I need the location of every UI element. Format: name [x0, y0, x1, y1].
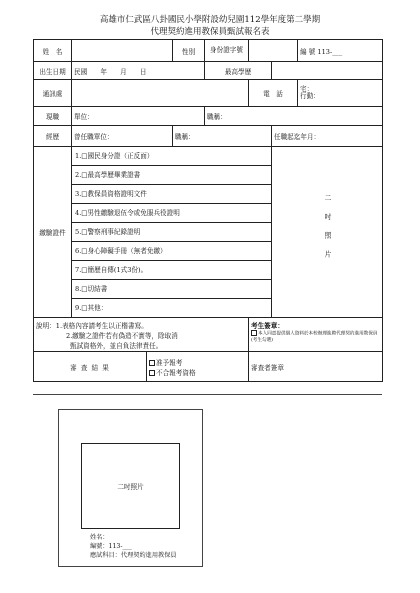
birth-label: 出生日期	[34, 62, 72, 80]
address-label: 通訊處	[34, 80, 72, 107]
id-label: 身份證字號	[205, 40, 249, 62]
document-item[interactable]: 4.□男性繳驗退伍令或免服兵役證明	[72, 204, 271, 223]
card-name: 姓名：	[90, 534, 109, 541]
note-line-3: 甄試資格外，並自負法律責任。	[70, 342, 163, 350]
checkbox-icon[interactable]	[149, 370, 155, 376]
experience-label: 經歷	[34, 126, 72, 147]
address-field[interactable]	[72, 80, 249, 107]
document-item[interactable]: 8.□切結書	[72, 280, 271, 299]
document-item[interactable]: 6.□身心障礙手冊（無者免繳）	[72, 242, 271, 261]
document-item[interactable]: 7.□簡歷自傳(1式3份)。	[72, 261, 271, 280]
serial-cell	[298, 40, 383, 62]
phone-mobile: 行動：	[300, 92, 320, 100]
gender-label: 性別	[173, 40, 205, 62]
card-info	[90, 533, 177, 560]
current-job-label: 現職	[34, 107, 72, 126]
checkbox-icon[interactable]	[149, 360, 155, 366]
id-field[interactable]	[249, 40, 298, 62]
document-item[interactable]: 5.□警察刑事紀錄證明	[72, 223, 271, 242]
name-label: 姓 名	[34, 40, 72, 62]
registration-form	[33, 39, 383, 382]
experience-unit[interactable]: 曾任職單位：	[72, 126, 173, 147]
card-subject: 應試科目：代理契約進用教保員	[90, 552, 177, 559]
admission-card	[58, 409, 203, 567]
document-item[interactable]: 2.□最高學歷畢業證書	[72, 166, 271, 185]
document-item[interactable]: 1.□國民身分證（正反面）	[72, 147, 271, 166]
document-item[interactable]: 9.□其他：	[75, 304, 108, 312]
current-unit[interactable]: 單位：	[72, 107, 205, 126]
card-serial: 編號：113-___	[90, 543, 132, 550]
photo-label: 二吋照片	[323, 194, 331, 270]
notes-cell	[34, 318, 249, 352]
serial-value: 113-___	[317, 47, 343, 56]
photo-area[interactable]	[272, 147, 383, 318]
cut-line	[33, 394, 382, 395]
birth-field[interactable]: 民國 年 月 日	[72, 62, 205, 80]
education-label: 最高學歷	[205, 62, 272, 80]
documents-checklist	[72, 147, 272, 318]
form-subtitle: 代理契約進用教保員甄試報名表	[150, 27, 270, 37]
serial-label: 編 號	[300, 47, 316, 56]
review-option-approve[interactable]: 准予報考	[149, 357, 246, 367]
experience-period[interactable]: 任職起迄年月：	[272, 126, 383, 147]
phone-home: 宅：	[300, 85, 314, 93]
note-line-2: 2.繳驗之證件若有偽造不實等，除取消	[66, 332, 178, 340]
phone-field[interactable]	[298, 80, 383, 107]
current-title[interactable]: 職稱：	[205, 107, 383, 126]
checkbox-icon[interactable]	[251, 330, 257, 336]
document-item[interactable]: 3.□教保員資格證明文件	[72, 185, 271, 204]
phone-label: 電 話	[249, 80, 298, 107]
consent-text: 本人同意提供個人資料於本校辦理進聘代理契約進用教保員(考生勾選)	[251, 331, 378, 343]
note-line-1: 說明：1.表格內容請考生以正楷書寫。	[36, 322, 148, 330]
signature-cell[interactable]	[249, 318, 383, 352]
form-title: 高雄市仁武區八卦國民小學附設幼兒園112學年度第二學期	[99, 15, 321, 25]
review-options	[147, 352, 249, 382]
education-field[interactable]	[272, 62, 383, 80]
experience-title[interactable]: 職稱：	[173, 126, 272, 147]
signature-label: 考生簽章：	[251, 322, 284, 330]
review-option-reject[interactable]: 不合報考資格	[149, 367, 246, 377]
documents-label: 繳驗證件	[34, 147, 72, 318]
consent-row[interactable]	[251, 330, 380, 344]
card-photo-box[interactable]: 二吋照片	[81, 443, 180, 529]
review-label: 審 查 結 果	[34, 352, 147, 382]
reviewer-signature[interactable]: 審查者簽章	[249, 352, 383, 382]
name-field[interactable]	[72, 40, 173, 62]
